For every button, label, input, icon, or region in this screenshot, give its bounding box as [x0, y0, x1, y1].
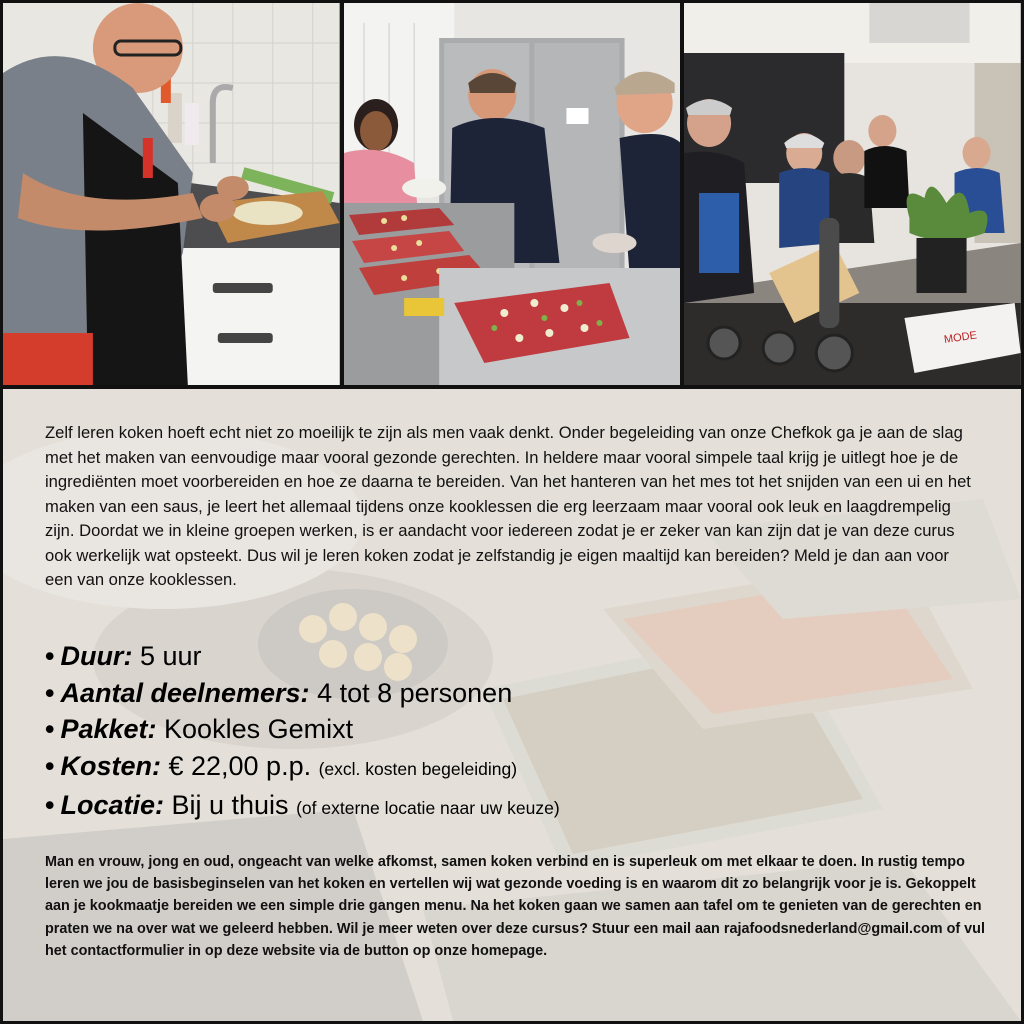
fact-note: (excl. kosten begeleiding): [318, 758, 518, 779]
fact-bullet: •: [45, 750, 55, 781]
fact-value: Kookles Gemixt: [164, 714, 354, 745]
fact-value: € 22,00 p.p.: [168, 750, 312, 781]
fact-value: Bij u thuis: [171, 790, 289, 821]
photo-pizza-trays: [344, 3, 681, 385]
fact-key: Aantal deelnemers:: [60, 677, 310, 708]
fact-key: Duur:: [60, 641, 133, 671]
intro-paragraph: Zelf leren koken hoeft echt niet zo moeilijk te zijn als men vaak denkt. Onder begeleiding van onze Chefkok ga je aan de slag met het maken van eenvoudige maar vooral gezonde gerechten. In heldere maar vooral simpele taal krijg je uitlegt hoe je de ingrediënten moet voorbereiden en hoe ze daarna te bereiden. Van het hanteren van het mes tot het snijden van een ui en het maken van een saus, je leert het allemaal tijdens onze kooklessen die erg leerzaam maar vooral ook leuk en laagdrempelig zijn. Doordat we in kleine groepen werken, is er aandacht voor iedereen zodat je er zeker van kan zijn dat je van deze curus ook werkelijk wat opsteekt. Dus wil je leren koken zodat je zelfstandig je eigen maaltijd kan bereiden? Meld je dan aan voor een van onze kooklessen.: [45, 423, 971, 589]
photo-chef-cutting: [3, 3, 340, 385]
magazine-text: MODE: [943, 329, 978, 346]
content-panel: [3, 389, 1021, 1021]
facts-list: [45, 638, 985, 827]
photo-chef-cutting-vegetables-icon: [3, 3, 340, 385]
fact-note: (of externe locatie naar uw keuze): [296, 798, 560, 819]
fact-costs: [45, 748, 985, 788]
fact-package: [45, 711, 985, 748]
fact-duration: [45, 638, 985, 675]
fact-bullet: •: [45, 714, 55, 745]
fact-participants: [45, 675, 985, 712]
fact-key: Kosten:: [60, 750, 161, 781]
fact-value: 5 uur: [139, 641, 202, 671]
photo-cooking-class-kitchen-icon: [684, 3, 1021, 385]
fact-key: Pakket:: [60, 714, 157, 745]
photo-cooking-class: [684, 3, 1021, 385]
outro-paragraph: Man en vrouw, jong en oud, ongeacht van welke afkomst, samen koken verbind en is superleuk om met elkaar te doen. In rustig tempo leren we jou de basisbeginselen van het koken en vertellen wij wat gezonde voeding is en waarom dit zo belangrijk voor je is. Gekoppelt aan je kookmaatje bereiden we een simple drie gangen menu. Na het koken gaan we samen aan tafel om te genieten van de gerechten en praten we na over wat we geleerd hebben. Wil je meer weten over deze cursus? Stuur een mail aan rajafoodsnederland@gmail.com of vul het contactformulier in op deze website via de button op onze homepage.: [45, 854, 985, 959]
photo-strip: [0, 0, 1024, 388]
fact-bullet: •: [45, 790, 55, 821]
fact-bullet: •: [45, 641, 55, 671]
fact-value: 4 tot 8 personen: [317, 677, 513, 708]
fact-key: Locatie:: [60, 790, 164, 821]
fact-bullet: •: [45, 677, 55, 708]
fact-location: [45, 787, 985, 827]
photo-group-preparing-pizza-icon: [344, 3, 681, 385]
